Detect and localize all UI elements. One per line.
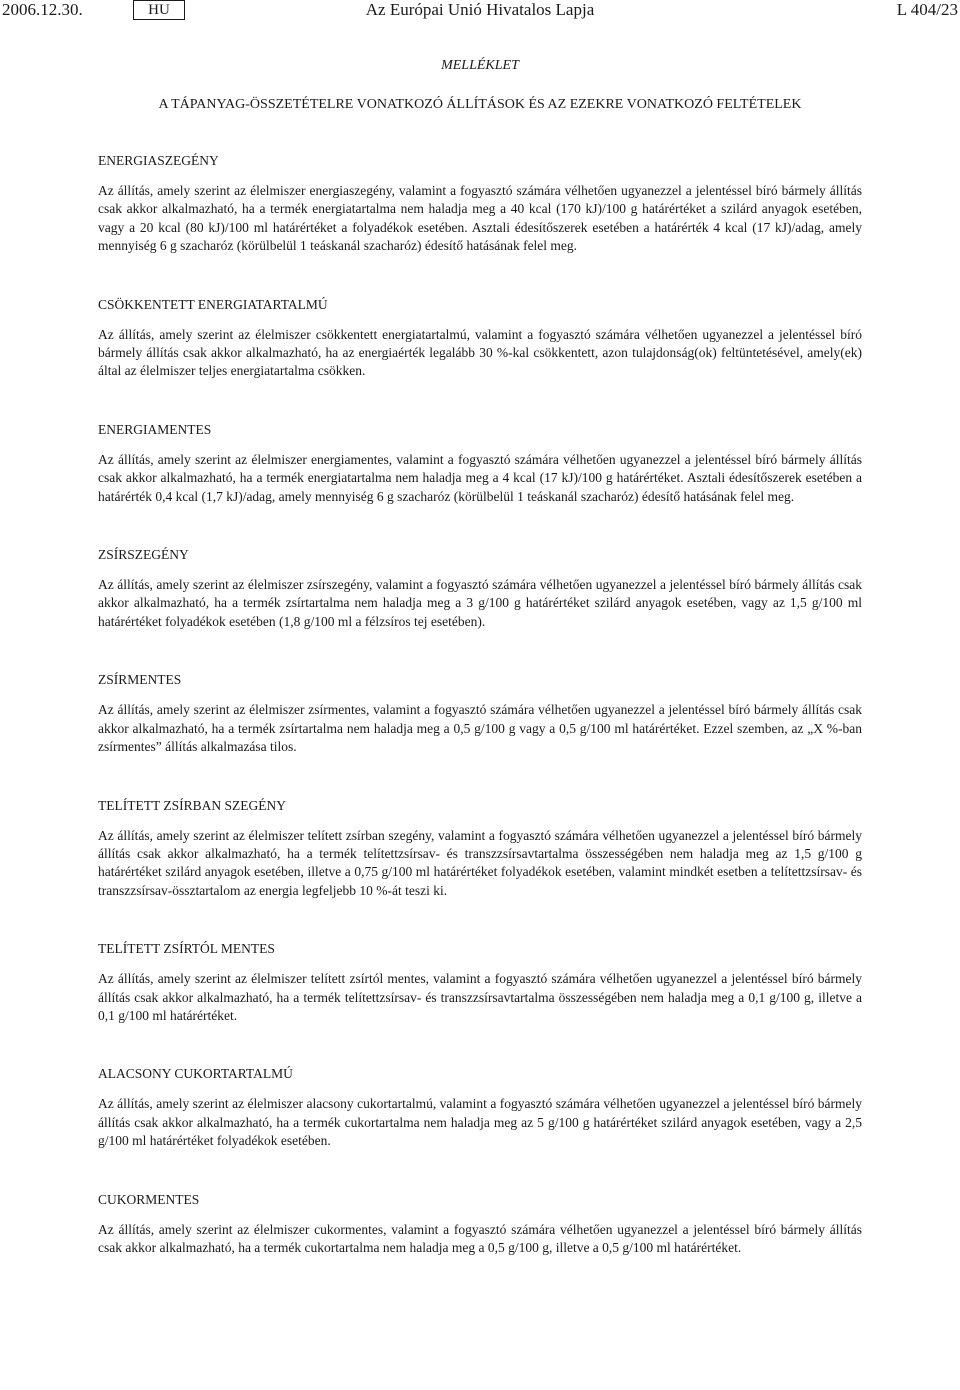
section-heading: ZSÍRSZEGÉNY bbox=[98, 547, 189, 563]
section-heading: ALACSONY CUKORTARTALMÚ bbox=[98, 1066, 293, 1082]
section-zsirmentes bbox=[98, 671, 862, 756]
section-text: Az állítás, amely szerint az élelmiszer telített zsírtól mentes, valamint a fogyasztó számára vélhetően ugyanezzel a jelentéssel bíró bármely állítás csak akkor alkalmazható, ha a termék telítettzsírsav- és transzzsírsavtartalma összességében nem haladja meg a 0,1 g/100 g, illetve a 0,1 g/100 ml határértéket. bbox=[98, 971, 862, 1023]
publication-date: 2006.12.30. bbox=[2, 0, 83, 19]
page-header bbox=[0, 0, 960, 24]
language-badge: HU bbox=[133, 0, 185, 20]
section-heading: TELÍTETT ZSÍRBAN SZEGÉNY bbox=[98, 797, 286, 813]
document-title: A TÁPANYAG-ÖSSZETÉTELRE VONATKOZÓ ÁLLÍTÁSOK ÉS AZ EZEKRE VONATKOZÓ FELTÉTELEK bbox=[158, 97, 802, 112]
section-heading: CSÖKKENTETT ENERGIATARTALMÚ bbox=[98, 296, 328, 312]
section-heading: TELÍTETT ZSÍRTÓL MENTES bbox=[98, 941, 275, 957]
section-energiaszegeny bbox=[98, 152, 862, 256]
section-cukormentes bbox=[98, 1191, 862, 1258]
section-heading: ENERGIAMENTES bbox=[98, 421, 212, 437]
section-text: Az állítás, amely szerint az élelmiszer energiaszegény, valamint a fogyasztó számára vélhetően ugyanezzel a jelentéssel bíró bármely állítás csak akkor alkalmazható, ha a termék energiatartalma nem haladja meg a 40 kcal (170 kJ)/100 g határértéket a szilárd anyagok esetében, vagy a 20 kcal (80 kJ)/100 ml határértéket a folyadékok esetében. Asztali édesítőszerek esetében a határérték 4 kcal (17 kJ)/adag, amely mennyiség 6 g szacharóz (körülbelül 1 teáskanál szacharóz) édesítő hatásának felel meg. bbox=[98, 183, 862, 254]
section-text: Az állítás, amely szerint az élelmiszer zsírszegény, valamint a fogyasztó számára vélhetően ugyanezzel a jelentéssel bíró bármely állítás csak akkor alkalmazható, ha a termék zsírtartalma nem haladja meg a 3 g/100 g határértéket szilárd anyagok esetében, vagy az 1,5 g/100 ml határértéket folyadékok esetében (1,8 g/100 ml a félzsíros tej esetében). bbox=[98, 577, 862, 629]
annex-label: MELLÉKLET bbox=[441, 58, 519, 73]
section-text: Az állítás, amely szerint az élelmiszer telített zsírban szegény, valamint a fogyasztó számára vélhetően ugyanezzel a jelentéssel bíró bármely állítás csak akkor alkalmazható, ha a termék telítettzsírsav- és transzzsírsavtartalma összességében nem haladja meg az 1,5 g/100 g határértéket szilárd anyagok esetében, illetve a 0,75 g/100 ml határértéket folyadékok esetében, valamint mindkét esetben a telítettzsírsav- és transzzsírsav-össztartalom az energia legfeljebb 10 %-át teszi ki. bbox=[98, 827, 862, 898]
journal-title: Az Európai Unió Hivatalos Lapja bbox=[365, 0, 595, 19]
section-telitett-zsirban-szegeny bbox=[98, 797, 862, 901]
page-number: L 404/23 bbox=[896, 0, 958, 19]
document-body bbox=[98, 152, 862, 1297]
section-telitett-zsirtol-mentes bbox=[98, 940, 862, 1025]
section-heading: CUKORMENTES bbox=[98, 1191, 200, 1207]
section-zsirszegeny bbox=[98, 546, 862, 631]
section-text: Az állítás, amely szerint az élelmiszer cukormentes, valamint a fogyasztó számára vélhetően ugyanezzel a jelentéssel bíró bármely állítás csak akkor alkalmazható, ha a termék cukortartalma nem haladja meg a 0,5 g/100 g, illetve a 0,5 g/100 ml határértéket. bbox=[98, 1221, 862, 1255]
section-heading: ENERGIASZEGÉNY bbox=[98, 153, 219, 168]
section-text: Az állítás, amely szerint az élelmiszer zsírmentes, valamint a fogyasztó számára vélhetően ugyanezzel a jelentéssel bíró bármely állítás csak akkor alkalmazható, ha a termék zsírtartalma nem haladja meg a 0,5 g/100 g vagy a 0,5 g/100 ml határértéket. Ezzel szemben, az „X %-ban zsírmentes” állítás alkalmazása tilos. bbox=[98, 702, 862, 755]
section-text: Az állítás, amely szerint az élelmiszer alacsony cukortartalmú, valamint a fogyasztó számára vélhetően ugyanezzel a jelentéssel bíró bármely állítás csak akkor alkalmazható, ha a termék cukortartalma nem haladja meg az 5 g/100 g határértéket szilárd anyagok esetében, vagy a 2,5 g/100 ml határértéket folyadékok esetében. bbox=[98, 1096, 862, 1149]
section-text: Az állítás, amely szerint az élelmiszer energiamentes, valamint a fogyasztó számára vélhetően ugyanezzel a jelentéssel bíró bármely állítás csak akkor alkalmazható, ha a termék energiatartalma nem haladja meg a 4 kcal (17 kJ)/100 g határértéket. Asztali édesítőszerek esetében a határérték 0,4 kcal (1,7 kJ)/adag, amely mennyiség 6 g szacharóz (körülbelül 1 teáskanál szacharóz) édesítő hatásának felel meg. bbox=[98, 451, 862, 504]
section-csokkentett-energiatartalmu bbox=[98, 296, 862, 381]
section-text: Az állítás, amely szerint az élelmiszer csökkentett energiatartalmú, valamint a fogyasztó számára vélhetően ugyanezzel a jelentéssel bíró bármely állítás csak akkor alkalmazható, ha az energiaérték legalább 30 %-kal csökkentett, azon tulajdonság(ok) feltüntetésével, amely(ek) által az élelmiszer teljes energiatartalma csökken. bbox=[98, 326, 862, 379]
section-energiamentes bbox=[98, 421, 862, 506]
section-alacsony-cukortartalmu bbox=[98, 1065, 862, 1150]
section-heading: ZSÍRMENTES bbox=[98, 672, 182, 688]
